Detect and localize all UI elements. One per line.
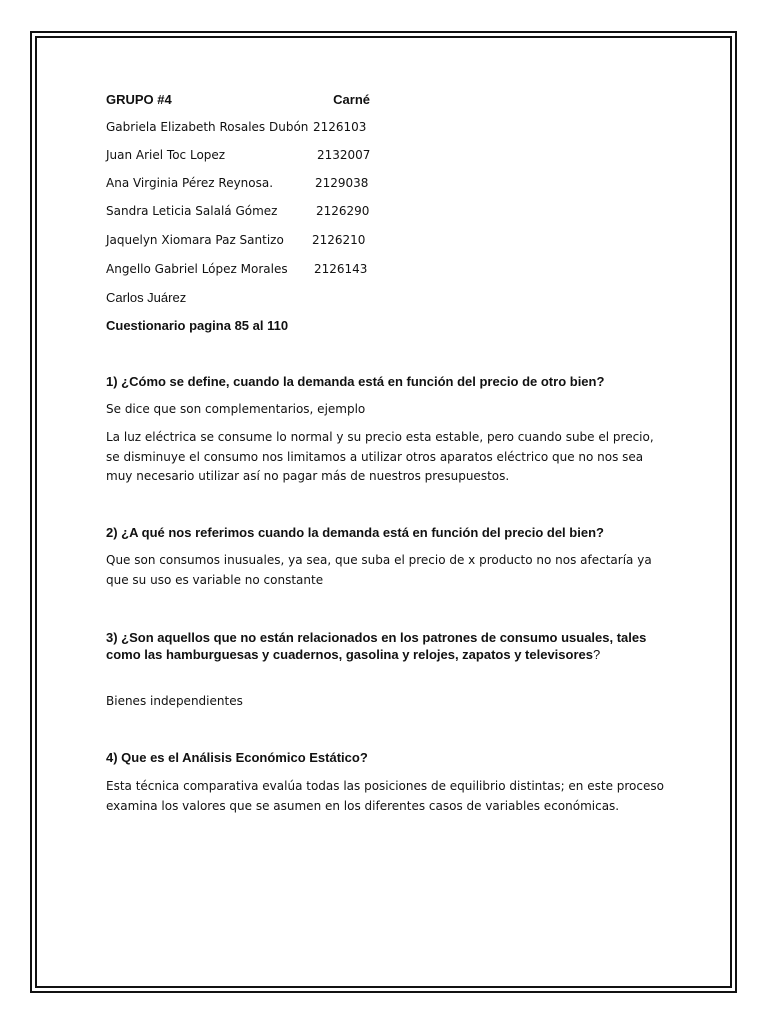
member-id: 2126143 (314, 262, 368, 276)
question-heading: 4) Que es el Análisis Económico Estático? (106, 750, 368, 765)
document-subtitle: Cuestionario pagina 85 al 110 (106, 318, 289, 333)
member-id: 2126210 (312, 233, 366, 247)
answer-paragraph: Esta técnica comparativa evalúa todas las posiciones de equilibrio distintas; en este proceso examina los valores que se asumen en los diferentes casos de variables económicas. (106, 779, 664, 813)
question-heading: 2) ¿A qué nos referimos cuando la demanda está en función del precio del bien? (106, 525, 604, 540)
member-name: Juan Ariel Toc Lopez (106, 148, 226, 162)
member-id: 2132007 (317, 148, 371, 162)
group-header (106, 92, 370, 108)
member-name: Gabriela Elizabeth Rosales Dubón (106, 120, 309, 134)
member-id: 2129038 (315, 176, 369, 190)
member-name: Sandra Leticia Salalá Gómez (106, 204, 278, 218)
question-heading (106, 629, 666, 663)
answer-paragraph: La luz eléctrica se consume lo normal y su precio esta estable, pero cuando sube el precio, se disminuye el consumo nos limitamos a utilizar otros aparatos eléctrico que no nos sea muy necesario utilizar así no pagar más de nuestros presupuestos. (106, 430, 654, 483)
question-mark: ? (592, 647, 601, 662)
member-name: Angello Gabriel López Morales (106, 262, 288, 276)
member-id: 2126290 (316, 204, 370, 218)
answer-paragraph: Que son consumos inusuales, ya sea, que suba el precio de x producto no nos afectaría ya que su uso es variable no constante (106, 553, 652, 587)
answer-paragraph: Bienes independientes (106, 694, 243, 708)
question-heading: 1) ¿Cómo se define, cuando la demanda está en función del precio de otro bien? (106, 374, 605, 389)
member-name: Ana Virginia Pérez Reynosa. (106, 176, 274, 190)
question-text: 3) ¿Son aquellos que no están relacionados en los patrones de consumo usuales, tales como las hamburguesas y cuadernos, gasolina y relojes, zapatos y televisores (106, 630, 647, 662)
member-id: 2126103 (313, 120, 367, 134)
id-column-label: Carné (333, 92, 370, 107)
answer-paragraph: Se dice que son complementarios, ejemplo (106, 402, 366, 416)
member-name: Jaquelyn Xiomara Paz Santizo (106, 233, 284, 247)
group-label: GRUPO #4 (106, 92, 172, 107)
extra-member-name: Carlos Juárez (106, 290, 187, 305)
